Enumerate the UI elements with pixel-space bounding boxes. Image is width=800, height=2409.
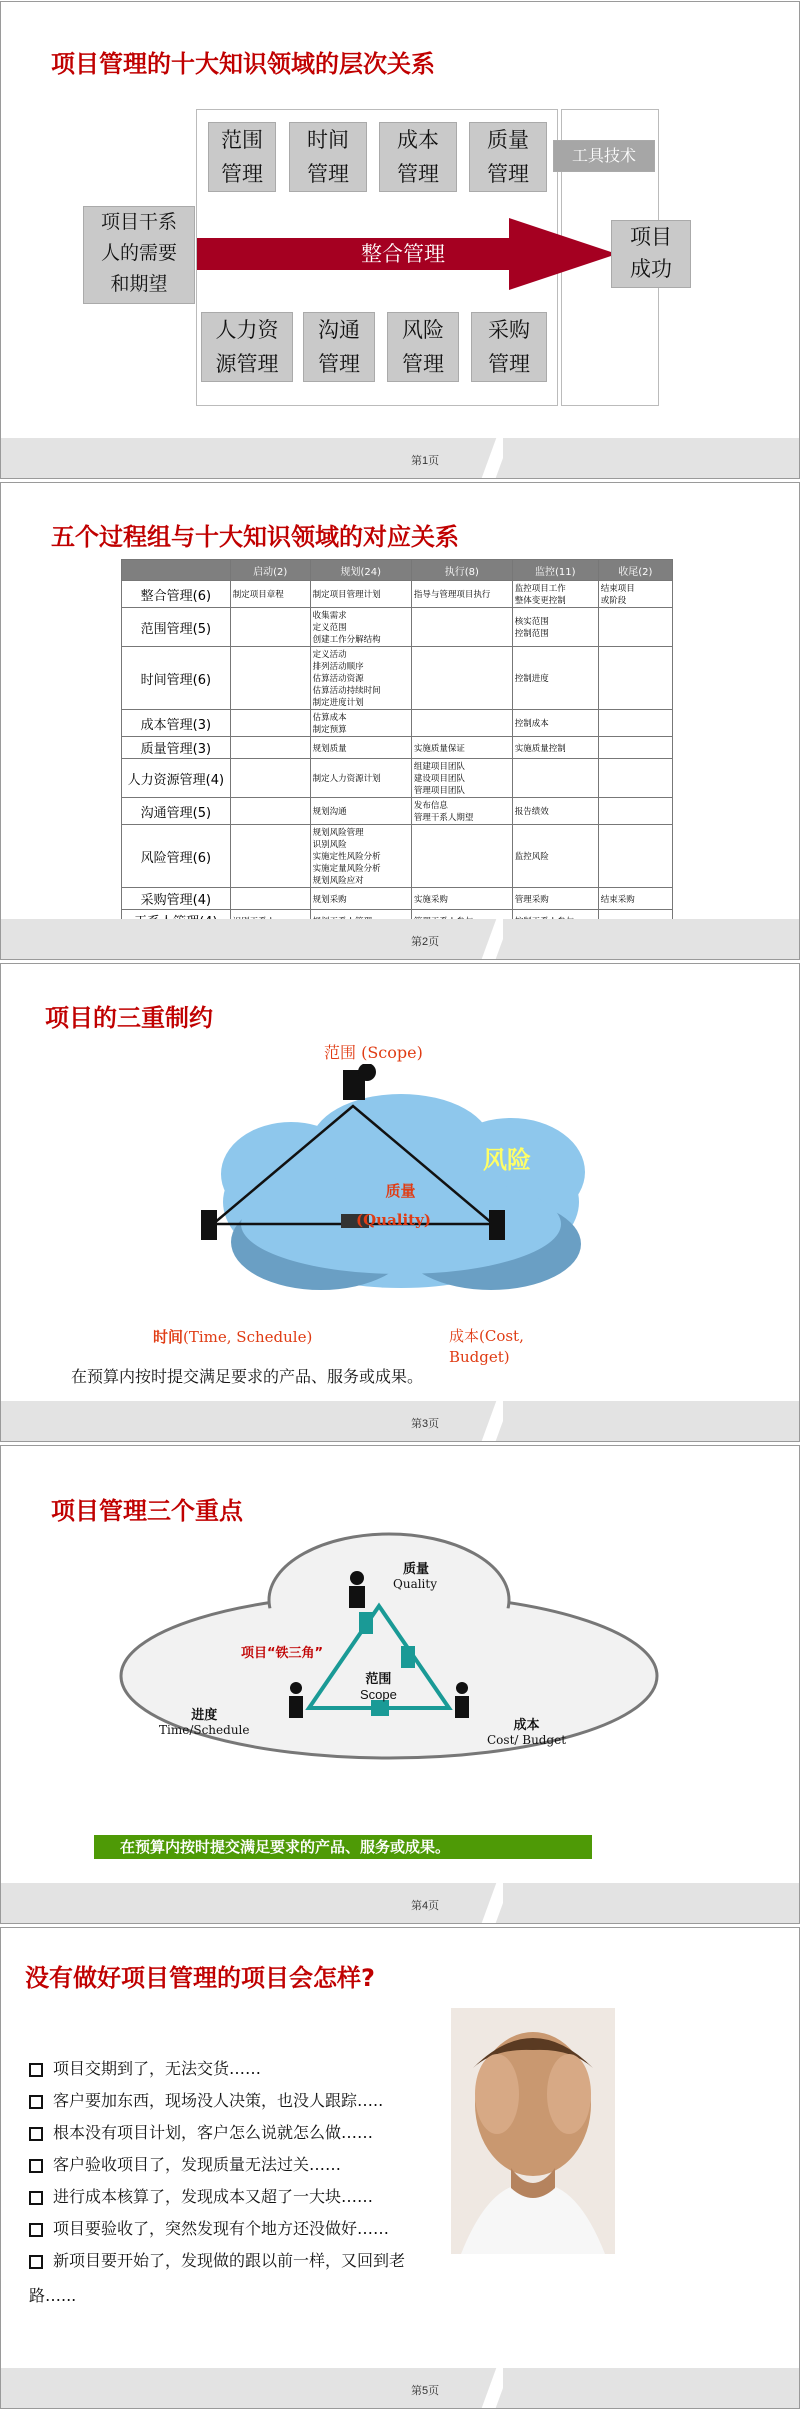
process-cell: 规划质量 [310, 737, 411, 759]
table-row [122, 581, 673, 608]
knowledge-area-cell: 人力资源管理(4) [122, 759, 231, 798]
process-cell: 发布信息 管理干系人期望 [411, 798, 512, 825]
quality-management-box: 质量 管理 [469, 122, 547, 192]
table-row [122, 710, 673, 737]
bullet-text: 客户要加东西，现场没人决策，也没人跟踪….. [53, 2091, 384, 2110]
list-item [29, 2248, 405, 2271]
slide-title: 五个过程组与十大知识领域的对应关系 [51, 523, 459, 551]
process-cell: 制定项目管理计划 [310, 581, 411, 608]
project-success-box: 项目 成功 [611, 220, 691, 288]
bullet-text: 客户验收项目了，发现质量无法过关…… [53, 2155, 342, 2174]
page-number: 第3页 [411, 1418, 440, 1430]
scope-label: 范围 (Scope) [324, 1043, 423, 1062]
process-cell: 定义活动 排列活动顺序 估算活动资源 估算活动持续时间 制定进度计划 [310, 647, 411, 710]
process-cell: 控制进度 [512, 647, 598, 710]
table-row [122, 798, 673, 825]
knowledge-area-cell: 时间管理(6) [122, 647, 231, 710]
table-row [122, 759, 673, 798]
page-number: 第5页 [411, 2385, 440, 2397]
process-cell: 估算成本 制定预算 [310, 710, 411, 737]
knowledge-area-cell: 整合管理(6) [122, 581, 231, 608]
slide-1 [0, 1, 800, 479]
scope-management-box: 范围 管理 [208, 122, 276, 192]
page-number: 第1页 [411, 455, 440, 467]
bullet-text: 进行成本核算了，发现成本又超了一大块…… [53, 2187, 374, 2206]
process-cell [598, 608, 672, 647]
process-cell: 实施采购 [411, 888, 512, 910]
process-cell: 结束采购 [598, 888, 672, 910]
slide-title: 没有做好项目管理的项目会怎样? [25, 1964, 375, 1992]
slide-footer [1, 1883, 799, 1923]
process-cell [598, 737, 672, 759]
bullet-text: 项目交期到了，无法交货…… [53, 2059, 262, 2078]
process-cell [598, 825, 672, 888]
risk-management-box: 风险 管理 [387, 312, 459, 382]
process-cell: 收集需求 定义范围 创建工作分解结构 [310, 608, 411, 647]
process-cell: 制定人力资源计划 [310, 759, 411, 798]
page-number: 第4页 [411, 1900, 440, 1912]
slide-title: 项目管理三个重点 [51, 1497, 243, 1525]
slide-footer [1, 2368, 799, 2408]
list-item [29, 2216, 389, 2239]
bullet-text: 路…... [29, 2286, 77, 2305]
process-cell: 规划风险管理 识别风险 实施定性风险分析 实施定量风险分析 规划风险应对 [310, 825, 411, 888]
process-cell [411, 825, 512, 888]
bullet-square-icon [29, 2095, 43, 2109]
slide-title: 项目的三重制约 [45, 1004, 213, 1032]
risk-label: 风险 [483, 1146, 531, 1174]
list-item [29, 2056, 261, 2079]
process-cell [230, 737, 310, 759]
process-cell [230, 888, 310, 910]
bullet-square-icon [29, 2255, 43, 2269]
process-cell: 制定项目章程 [230, 581, 310, 608]
process-cell: 规划沟通 [310, 798, 411, 825]
bullet-text: 项目要验收了，突然发现有个地方还没做好…… [53, 2219, 390, 2238]
list-item [29, 2120, 373, 2143]
knowledge-area-cell: 采购管理(4) [122, 888, 231, 910]
process-cell: 监控项目工作 整体变更控制 [512, 581, 598, 608]
slide-footer [1, 919, 799, 959]
slide-footer [1, 1401, 799, 1441]
knowledge-area-cell: 范围管理(5) [122, 608, 231, 647]
bullet-square-icon [29, 2127, 43, 2141]
process-cell: 结束项目 或阶段 [598, 581, 672, 608]
table-row [122, 647, 673, 710]
scope-label: 范围 Scope [360, 1672, 397, 1702]
tools-box: 工具技术 [553, 140, 655, 172]
process-cell: 管理采购 [512, 888, 598, 910]
time-label: 时间(Time, Schedule) [153, 1328, 313, 1346]
integration-label: 整合管理 [361, 242, 445, 266]
stressed-man-photo [451, 2008, 615, 2254]
table-row [122, 737, 673, 759]
process-cell [230, 759, 310, 798]
process-cell: 核实范围 控制范围 [512, 608, 598, 647]
slide-5 [0, 1927, 800, 2409]
process-cell [598, 647, 672, 710]
process-cell: 组建项目团队 建设项目团队 管理项目团队 [411, 759, 512, 798]
process-cell [230, 608, 310, 647]
process-cell: 实施质量保证 [411, 737, 512, 759]
process-cell [512, 759, 598, 798]
process-cell [598, 710, 672, 737]
hr-management-box: 人力资 源管理 [201, 312, 293, 382]
slide-footer [1, 438, 799, 478]
quality-label: 质量 Quality [393, 1562, 437, 1591]
stakeholder-needs-box: 项目干系 人的需要 和期望 [83, 206, 195, 304]
process-cell: 报告绩效 [512, 798, 598, 825]
knowledge-area-cell: 质量管理(3) [122, 737, 231, 759]
table-row [122, 608, 673, 647]
iron-triangle-label: 项目“铁三角” [241, 1646, 324, 1661]
bullet-square-icon [29, 2223, 43, 2237]
slide-3 [0, 963, 800, 1442]
process-cell: 指导与管理项目执行 [411, 581, 512, 608]
knowledge-area-cell: 成本管理(3) [122, 710, 231, 737]
knowledge-area-cell: 沟通管理(5) [122, 798, 231, 825]
table-body [122, 581, 673, 932]
time-management-box: 时间 管理 [289, 122, 367, 192]
process-cell [411, 647, 512, 710]
communication-management-box: 沟通 管理 [303, 312, 375, 382]
bullet-text: 新项目要开始了，发现做的跟以前一样，又回到老 [53, 2251, 406, 2270]
process-cell [598, 798, 672, 825]
list-item [29, 2088, 383, 2111]
procurement-management-box: 采购 管理 [471, 312, 547, 382]
table-header-row: 启动(2) 规划(24) 执行(8) 监控(11) 收尾(2) [122, 560, 673, 581]
bullet-text: 根本没有项目计划，客户怎么说就怎么做…… [53, 2123, 374, 2142]
quality-label: 质量 (Quality) [356, 1182, 431, 1229]
cost-label: 成本 Cost/ Budget [487, 1718, 567, 1747]
process-cell: 实施质量控制 [512, 737, 598, 759]
process-cell [230, 710, 310, 737]
process-cell [598, 759, 672, 798]
process-cell [230, 798, 310, 825]
bullet-square-icon [29, 2159, 43, 2173]
page-number: 第2页 [411, 936, 440, 948]
knowledge-area-cell: 风险管理(6) [122, 825, 231, 888]
list-item [29, 2152, 341, 2175]
table-row [122, 888, 673, 910]
list-item [29, 2283, 76, 2306]
process-group-table [121, 559, 673, 932]
delivery-note: 在预算内按时提交满足要求的产品、服务或成果。 [71, 1367, 424, 1386]
cost-label: 成本(Cost, Budget) [449, 1327, 524, 1366]
delivery-banner: 在预算内按时提交满足要求的产品、服务或成果。 [94, 1835, 592, 1859]
slide-2 [0, 482, 800, 960]
slide-4 [0, 1445, 800, 1924]
process-cell [230, 647, 310, 710]
process-cell: 规划采购 [310, 888, 411, 910]
process-cell [411, 608, 512, 647]
bullet-square-icon [29, 2191, 43, 2205]
slide-title: 项目管理的十大知识领域的层次关系 [51, 50, 435, 78]
process-cell: 监控风险 [512, 825, 598, 888]
schedule-label: 进度 Time/Schedule [159, 1708, 250, 1737]
bullet-square-icon [29, 2063, 43, 2077]
list-item [29, 2184, 373, 2207]
cost-management-box: 成本 管理 [379, 122, 457, 192]
process-cell [411, 710, 512, 737]
table-row [122, 825, 673, 888]
process-cell [230, 825, 310, 888]
process-cell: 控制成本 [512, 710, 598, 737]
